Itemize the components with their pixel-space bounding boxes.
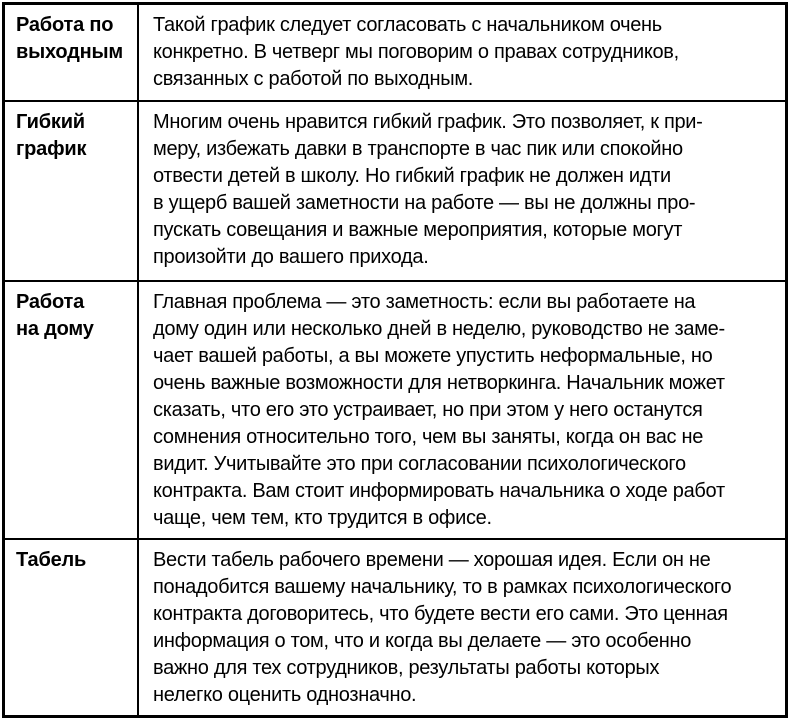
table-row	[5, 100, 785, 280]
definition-cell-flexible-schedule: Многим очень нравится гибкий график. Это позволяет, к при- меру, избежать давки в транспорте в час пик или спокойно отвести детей в школу. Но гибкий график не должен идти в ущерб вашей заметности на работе — вы не должны про- пускать совещания и важные мероприятия, которые могут произойти до вашего прихода.	[153, 111, 703, 268]
definition-cell-timesheet: Вести табель рабочего времени — хорошая идея. Если он не понадобится вашему начальнику, то в рамках психологического контракта договоритесь, что будете вести его сами. Это ценная информация о том, что и когда вы делаете — это особенно важно для тех сотрудников, результаты работы которых нелегко оценить однозначно.	[153, 549, 732, 706]
definition-cell-work-from-home: Главная проблема — это заметность: если вы работаете на дому один или несколько дней в неделю, руководство не заме- чает вашей работы, а вы можете упустить неформальные, но очень важные возможности для нетворкинга. Начальник может сказать, что его это устраивает, но при этом у него останутся сомнения относительно того, чем вы заняты, когда он вас не видит. Учитывайте это при согласовании психологического контракта. Вам стоит информировать начальника о ходе работ чаще, чем тем, кто трудится в офисе.	[153, 291, 725, 529]
term-cell-weekend-work: Работа по выходным	[5, 5, 139, 100]
definition-cell-weekend-work: Такой график следует согласовать с начальником очень конкретно. В четверг мы поговорим о правах сотрудников, связанных с работой по выходным.	[153, 14, 679, 90]
table-row	[5, 5, 785, 100]
table-row	[5, 280, 785, 538]
term-cell-timesheet: Табель	[5, 540, 139, 715]
schedule-terms-table	[2, 2, 788, 718]
term-cell-flexible-schedule: Гибкий график	[5, 102, 139, 280]
term-cell-work-from-home: Работа на дому	[5, 282, 139, 538]
table-row	[5, 538, 785, 715]
